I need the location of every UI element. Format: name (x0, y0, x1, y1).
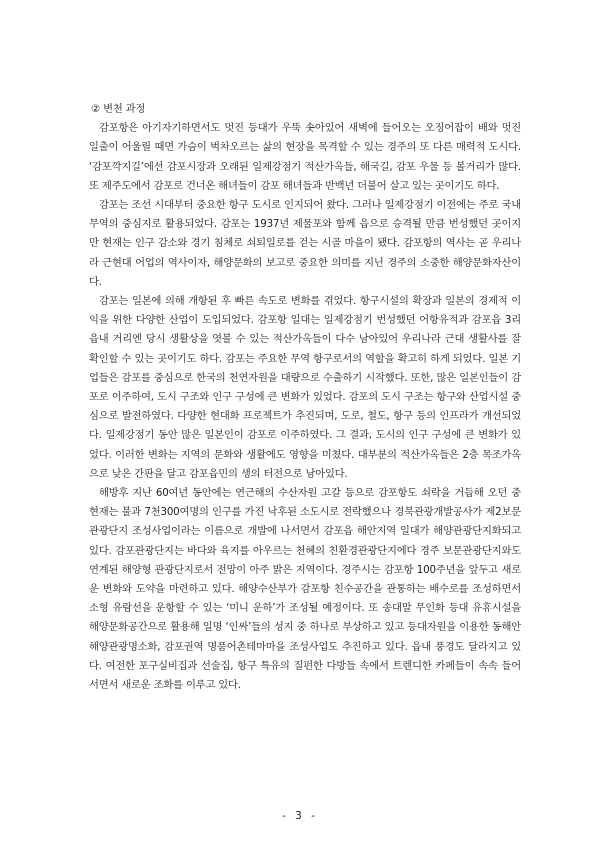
paragraph-history: 감포는 조선 시대부터 중요한 항구 도시로 인지되어 왔다. 그러나 일제강점기 이전에는 주로 국내 무역의 중심지로 활용되었다. 감포는 1937년 제물포와 함께 읍으로 승격될 만큼 번성했던 곳이지만 현재는 인구 감소와 경기 침체로 쇠퇴일로를 걷는 시골 마을이 됐다. 감포항의 역사는 곧 우리나라 근현대 어업의 역사이자, 해양문화의 보고로 중요한 의미를 지닌 경주의 소중한 해양문화자산이다. (89, 199, 521, 288)
paragraph-intro: 감포항은 아기자기하면서도 멋진 등대가 우뚝 솟아있어 새벽에 들어오는 오징어잡이 배와 멋진 일출이 어울릴 때면 가슴이 벅차오르는 삶의 현장을 목격할 수 있는 경주의 또 다른 매력적 도시다. ‘감포깍지길’에선 감포시장과 오래된 일제강점기 적산가옥들, 해국길, 감포 우물 등 볼거리가 많다. 또 제주도에서 감포로 건너온 해녀들이 감포 해녀들과 반백년 더불어 살고 있는 곳이기도 하다. (89, 122, 521, 192)
document-body (89, 100, 521, 695)
paragraph-post-liberation: 해방후 지난 60여년 동안에는 연근해의 수산자원 고갈 등으로 감포항도 쇠락을 거듭해 오던 중 현재는 불과 7천300여명의 인구를 가진 낙후된 소도시로 전락했으나 경북관광개발공사가 제2보문관광단지 조성사업이라는 이름으로 개발에 나서면서 감포읍 해안지역 일대가 해양관광단지화되고 있다. 감포관광단지는 바다와 육지를 아우르는 천혜의 친환경관광단지에다 경주 보문관광단지와도 연계된 해양형 관광단지로서 전망이 아주 밝은 지역이다. 경주시는 감포항 100주년을 앞두고 새로운 변화와 도약을 마련하고 있다. 해양수산부가 감포항 친수공간을 관통하는 배수로를 조성하면서 소형 유람선을 운항할 수 있는 ‘미니 운하’가 조성될 예정이다. 또 송대말 무인화 등대 유휴시설을 해양문화공간으로 활용해 일명 ‘인싸’들의 성지 중 하나로 부상하고 있고 등대자원을 이용한 동해안 해양관광명소화, 감포권역 명품어촌테마마을 조성사업도 추진하고 있다. 읍내 풍경도 달라지고 있다. 여전한 포구실비집과 선술집, 항구 특유의 질펀한 다방들 속에서 트렌디한 카페들이 속속 들어서면서 새로운 조화를 이루고 있다. (89, 487, 521, 692)
paragraph-colonial-era: 감포는 일본에 의해 개항된 후 빠른 속도로 변화를 겪었다. 항구시설의 확장과 일본의 경제적 이익을 위한 다양한 산업이 도입되었다. 감포항 일대는 일제강점기 번성했던 어항유적과 감포읍 3리 읍내 거리엔 당시 생활상을 엿볼 수 있는 적산가옥들이 다수 남아있어 우리나라 근대 생활사를 잘 확인할 수 있는 곳이기도 하다. 감포는 주요한 무역 항구로서의 역할을 확고히 하게 되었다. 일본 기업들은 감포를 중심으로 한국의 천연자원을 대량으로 수출하기 시작했다. 또한, 많은 일본인들이 감포로 이주하여, 도시 구조와 인구 구성에 큰 변화가 있었다. 감포의 도시 구조는 항구와 산업시설 중심으로 발전하였다. 다양한 현대화 프로젝트가 추진되며, 도로, 철도, 항구 등의 인프라가 개선되었다. 일제강점기 동안 많은 일본인이 감포로 이주하였다. 그 결과, 도시의 인구 구성에 큰 변화가 있었다. 이러한 변화는 지역의 문화와 생활에도 영향을 미쳤다. 대부분의 적산가옥들은 2층 목조가옥으로 낮은 간판을 달고 감포읍민의 생의 터전으로 남아있다. (89, 295, 521, 480)
section-heading: ② 변천 과정 (91, 103, 146, 115)
page-number: - 3 - (282, 810, 318, 822)
